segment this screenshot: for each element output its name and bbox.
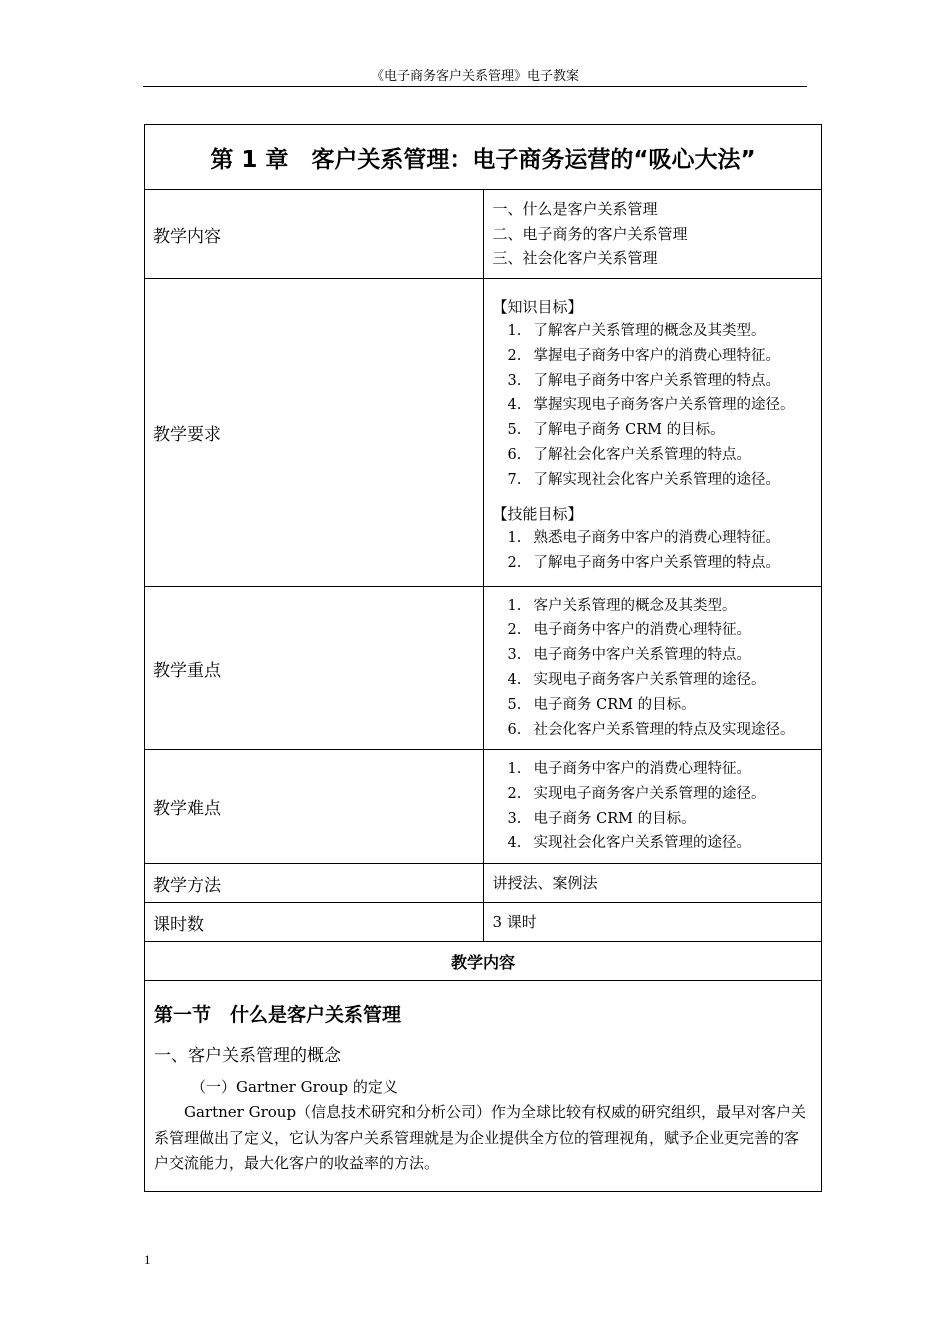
skill-goals-title: 【技能目标】	[492, 505, 583, 524]
teaching-content-cell	[483, 190, 822, 279]
method-label: 教学方法	[145, 864, 484, 903]
list-item: 1. 了解客户关系管理的概念及其类型。	[507, 322, 766, 339]
key-points-cell	[483, 587, 822, 750]
list-item: 2. 电子商务中客户的消费心理特征。	[507, 622, 751, 639]
content-line: 二、电子商务的客户关系管理	[492, 224, 688, 243]
sub-title: 一、客户关系管理的概念	[154, 1046, 341, 1066]
hours-label: 课时数	[145, 903, 484, 942]
list-item: 1. 熟悉电子商务中客户的消费心理特征。	[507, 530, 780, 547]
list-item: 1. 客户关系管理的概念及其类型。	[507, 597, 737, 614]
list-item: 5. 电子商务 CRM 的目标。	[507, 696, 696, 713]
list-item: 6. 社会化客户关系管理的特点及实现途径。	[507, 721, 795, 738]
list-item: 4. 掌握实现电子商务客户关系管理的途径。	[507, 397, 795, 414]
list-item: 6. 了解社会化客户关系管理的特点。	[507, 446, 751, 463]
requirements-cell	[483, 279, 822, 587]
list-item: 2. 了解电子商务中客户关系管理的特点。	[507, 555, 780, 572]
list-item: 5. 了解电子商务 CRM 的目标。	[507, 422, 725, 439]
requirements-label: 教学要求	[145, 279, 484, 587]
knowledge-goals-list	[484, 319, 822, 493]
content-section-header: 教学内容	[145, 942, 822, 981]
list-item: 4. 实现电子商务客户关系管理的途径。	[507, 672, 766, 688]
section-title: 第一节 什么是客户关系管理	[154, 1004, 402, 1026]
list-item: 1. 电子商务中客户的消费心理特征。	[507, 760, 751, 777]
page-number: 1	[144, 1252, 151, 1267]
difficulties-cell	[483, 750, 822, 864]
list-item: 3. 电子商务中客户关系管理的特点。	[507, 647, 751, 664]
difficulties-label: 教学难点	[145, 750, 484, 864]
chapter-title: 第 1 章 客户关系管理：电子商务运营的“吸心大法”	[145, 125, 822, 190]
list-item: 4. 实现社会化客户关系管理的途径。	[507, 835, 751, 852]
content-line: 三、社会化客户关系管理	[492, 249, 658, 268]
content-line: 一、什么是客户关系管理	[492, 199, 658, 218]
knowledge-goals-title: 【知识目标】	[492, 297, 583, 316]
method-cell	[483, 864, 822, 903]
teaching-content-label: 教学内容	[145, 190, 484, 279]
key-points-list	[484, 594, 822, 743]
list-item: 7. 了解实现社会化客户关系管理的途径。	[507, 471, 780, 488]
lesson-plan-table	[144, 124, 822, 1192]
difficulties-list	[484, 757, 822, 856]
body-paragraph: Gartner Group（信息技术研究和分析公司）作为全球比较有权威的研究组织，最早对客户关系管理做出了定义，它认为客户关系管理就是为企业提供全方位的管理视角，赋予企业更完善的客户交流能力，最大化客户的收益率的方法。	[154, 1103, 807, 1172]
hours-value: 3 课时	[492, 912, 537, 931]
list-item: 2. 实现电子商务客户关系管理的途径。	[507, 785, 766, 802]
list-item: 3. 电子商务 CRM 的目标。	[507, 810, 696, 827]
subsub-title: （一）Gartner Group 的定义	[191, 1078, 398, 1096]
skill-goals-list	[484, 526, 822, 576]
list-item: 3. 了解电子商务中客户关系管理的特点。	[507, 372, 780, 389]
list-item: 2. 掌握电子商务中客户的消费心理特征。	[507, 347, 780, 364]
key-points-label: 教学重点	[145, 587, 484, 750]
page-header: 《电子商务客户关系管理》电子教案	[143, 68, 807, 87]
hours-cell	[483, 903, 822, 942]
method-value: 讲授法、案例法	[492, 873, 598, 892]
content-body-cell	[145, 981, 822, 1192]
